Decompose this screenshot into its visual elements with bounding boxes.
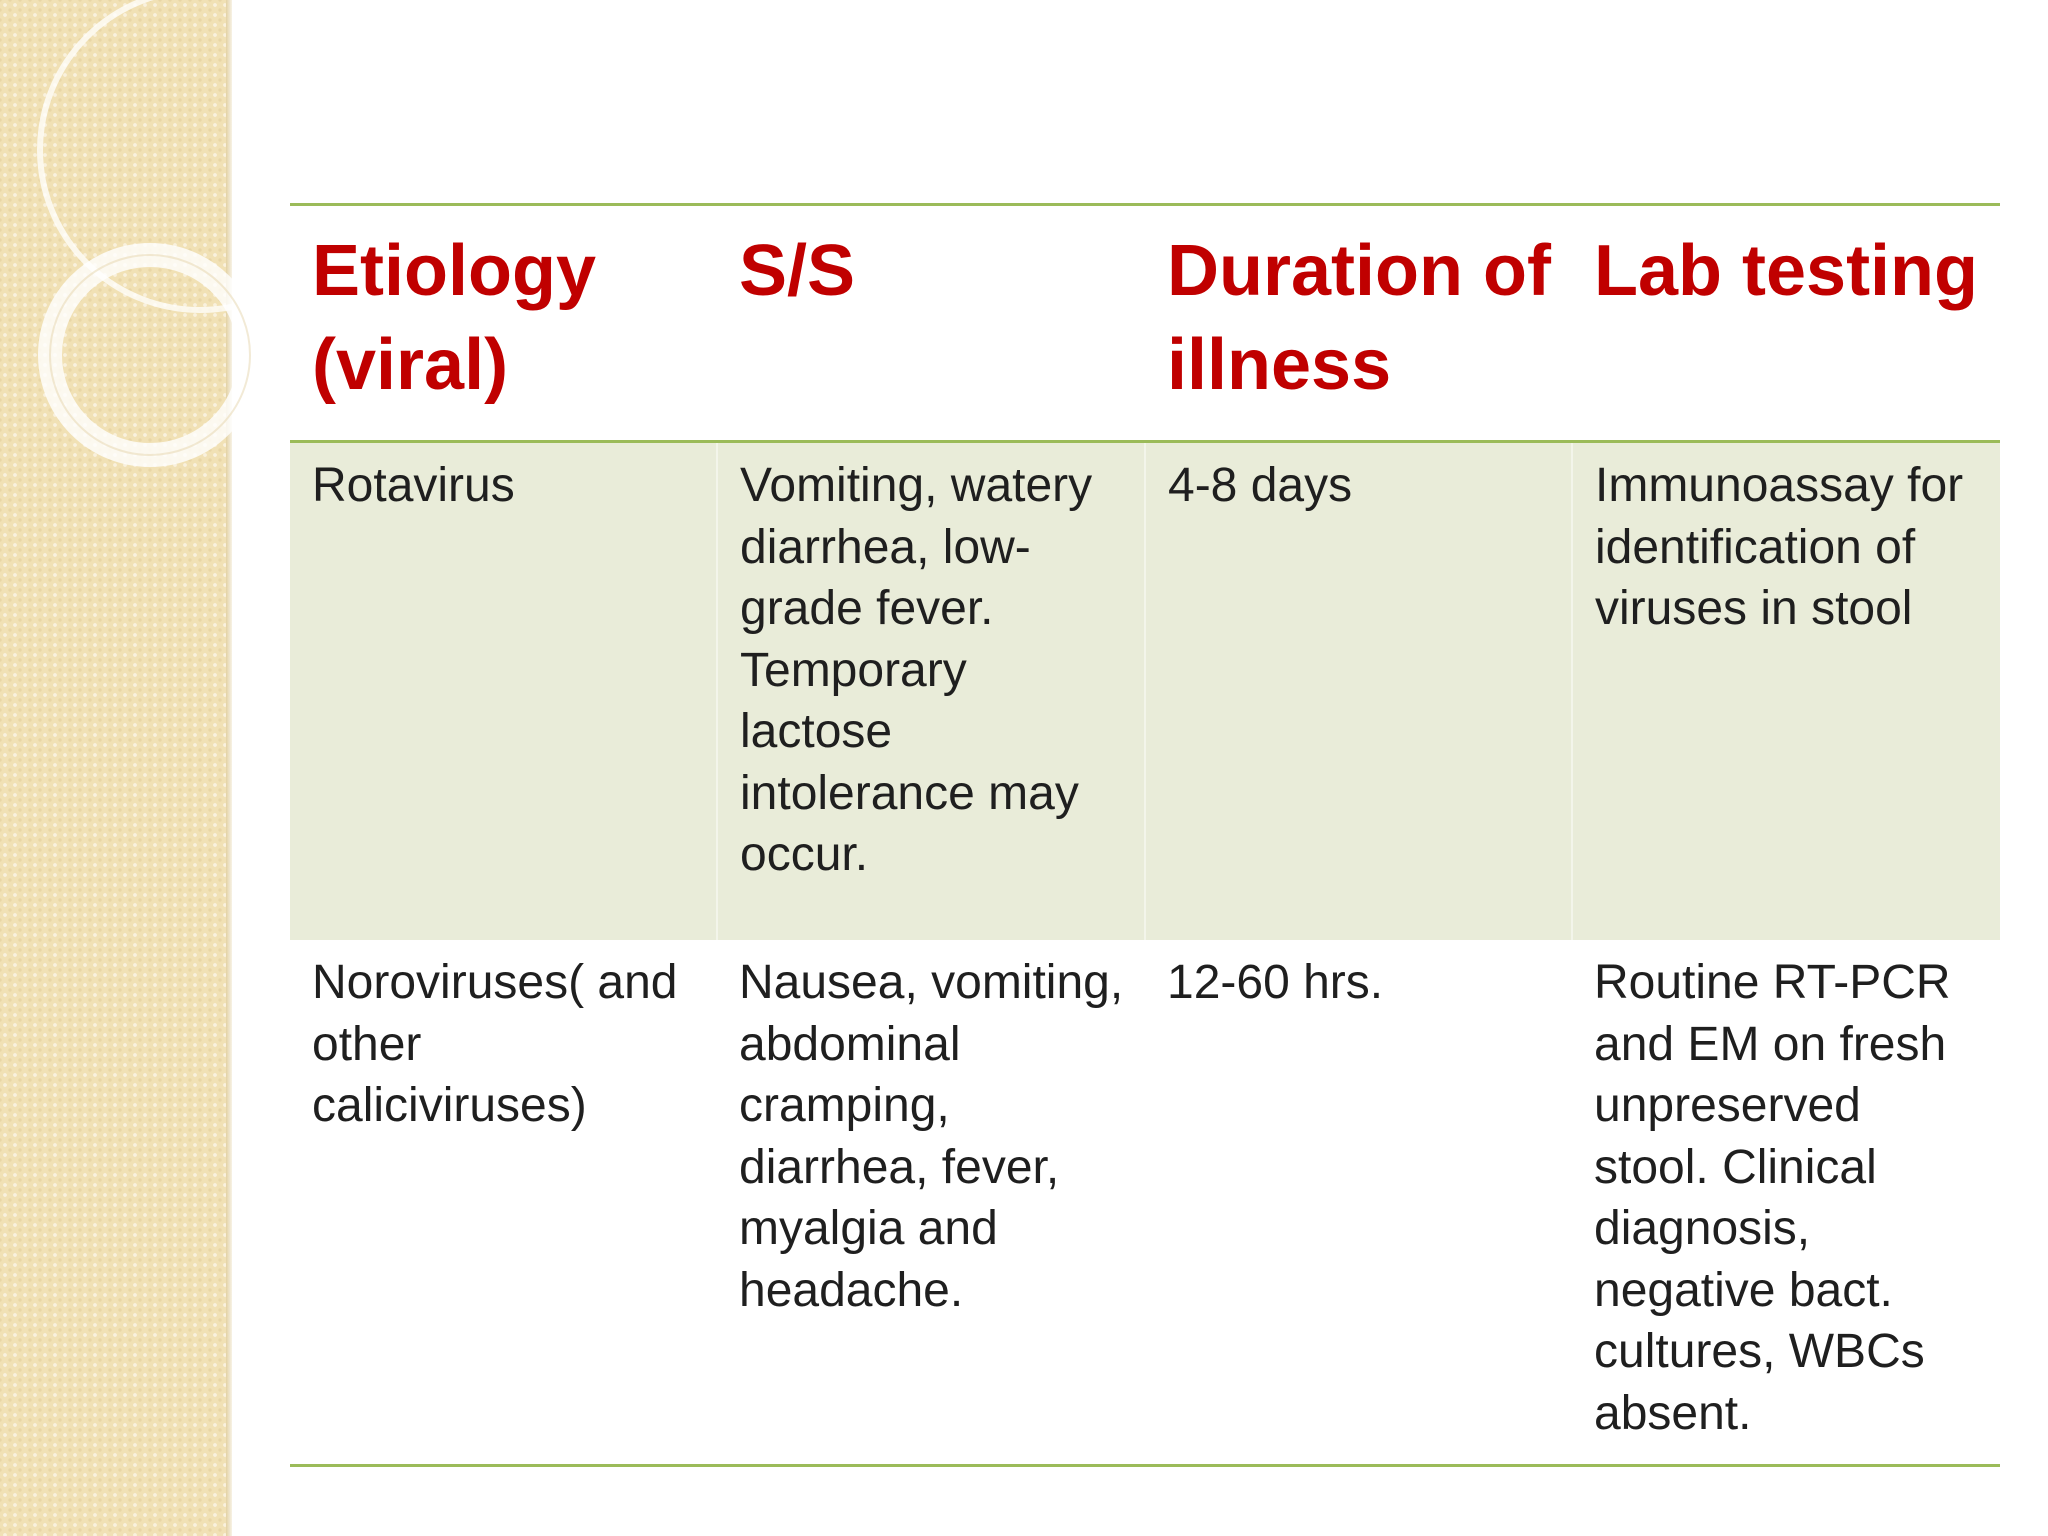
viral-etiology-table xyxy=(290,203,2000,1467)
cell-text: 4-8 days xyxy=(1168,459,1353,512)
cell-text: Immunoassay for identification of viruses in stool xyxy=(1595,459,1964,635)
cell-text: Rotavirus xyxy=(312,459,515,512)
header-lab-testing: Lab testing xyxy=(1594,231,1979,311)
cell-duration xyxy=(1145,940,1572,1466)
cell-text: 12-60 hrs. xyxy=(1167,956,1384,1009)
cell-signs-symptoms xyxy=(717,940,1145,1466)
header-signs-symptoms: S/S xyxy=(739,231,856,311)
cell-text: Noroviruses( and other caliciviruses) xyxy=(312,956,678,1132)
cell-text: Vomiting, watery diarrhea, low-grade fever. Temporary lactose intolerance may occur. xyxy=(740,459,1093,881)
cell-text: Routine RT-PCR and EM on fresh unpreserved stool. Clinical diagnosis, negative bact. cultures, WBCs absent. xyxy=(1594,956,1951,1440)
header-duration: Duration of illness xyxy=(1167,231,1551,405)
cell-lab-testing xyxy=(1572,442,2000,941)
table-row xyxy=(290,940,2000,1466)
header-etiology: Etiology (viral) xyxy=(312,231,596,405)
cell-signs-symptoms xyxy=(717,442,1145,941)
cell-duration xyxy=(1145,442,1572,941)
decorative-rings xyxy=(0,0,290,520)
table-container xyxy=(290,203,2000,1467)
cell-etiology xyxy=(290,940,717,1466)
table-row xyxy=(290,442,2000,941)
decorative-ring-small xyxy=(50,255,250,455)
cell-lab-testing xyxy=(1572,940,2000,1466)
header-row xyxy=(290,205,2000,442)
cell-text: Nausea, vomiting, abdominal cramping, diarrhea, fever, myalgia and headache. xyxy=(739,956,1124,1317)
cell-etiology xyxy=(290,442,717,941)
